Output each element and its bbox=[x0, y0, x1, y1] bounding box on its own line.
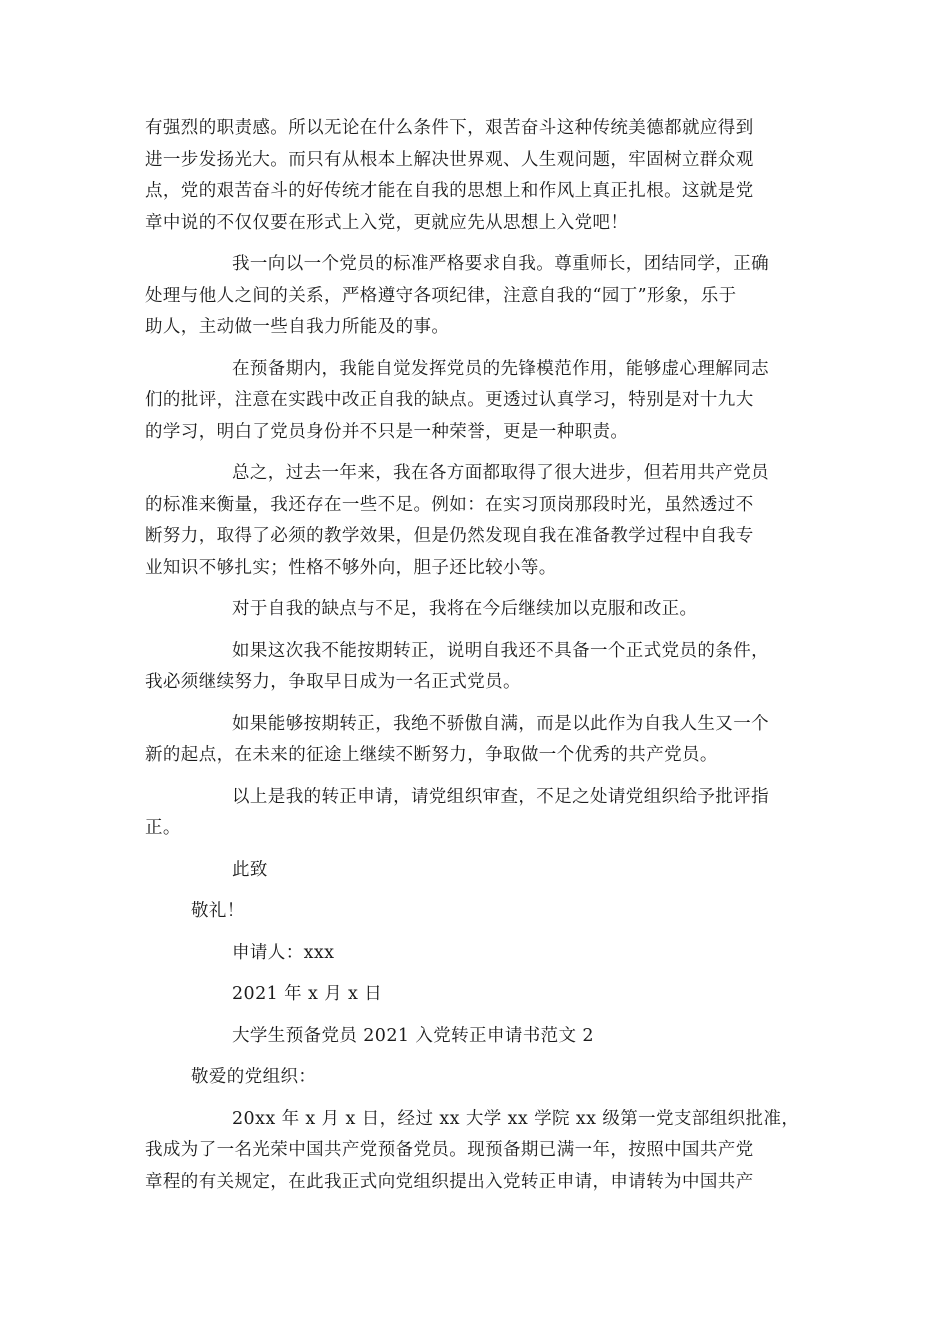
paragraph bbox=[145, 249, 807, 344]
text-line: 点，党的艰苦奋斗的好传统才能在自我的思想上和作风上真正扎根。这就是党 bbox=[145, 181, 754, 201]
paragraph bbox=[145, 354, 807, 449]
text-line: 20xx 年 x 月 x 日，经过 xx 大学 xx 学院 xx 级第一党支部组织批准， bbox=[232, 1108, 800, 1129]
paragraph bbox=[145, 458, 807, 584]
text-line: 章中说的不仅仅要在形式上入党，更就应先从思想上入党吧！ bbox=[145, 212, 629, 233]
text-line: 总之，过去一年来，我在各方面都取得了很大进步，但若用共产党员 bbox=[232, 463, 769, 483]
paragraph bbox=[145, 979, 807, 1011]
text-line: 助人，主动做一些自我力所能及的事。 bbox=[145, 317, 450, 337]
text-line: 们的批评，注意在实践中改正自我的缺点。更透过认真学习，特别是对十九大 bbox=[145, 390, 754, 410]
text-line: 章程的有关规定，在此我正式向党组织提出入党转正申请，申请转为中国共产 bbox=[145, 1171, 754, 1192]
text-line: 的学习，明白了党员身份并不只是一种荣誉，更是一种职责。 bbox=[145, 421, 629, 442]
text-line: 以上是我的转正申请，请党组织审查，不足之处请党组织给予批评指 bbox=[232, 786, 769, 807]
document-body bbox=[145, 113, 807, 1198]
paragraph bbox=[145, 1104, 807, 1199]
text-line: 我一向以一个党员的标准严格要求自我。尊重师长，团结同学，正确 bbox=[232, 254, 769, 274]
paragraph bbox=[145, 855, 807, 887]
text-line: 如果这次我不能按期转正，说明自我还不具备一个正式党员的条件， bbox=[232, 640, 769, 661]
text-line: 断努力，取得了必须的教学效果，但是仍然发现自我在准备教学过程中自我专 bbox=[145, 526, 754, 546]
text-line: 我成为了一名光荣中国共产党预备党员。现预备期已满一年，按照中国共产党 bbox=[145, 1140, 754, 1160]
text-line: 进一步发扬光大。而只有从根本上解决世界观、人生观问题，牢固树立群众观 bbox=[145, 149, 754, 170]
paragraph bbox=[145, 1021, 807, 1053]
text-line: 业知识不够扎实；性格不够外向，胆子还比较小等。 bbox=[145, 557, 557, 578]
text-line: 此致 bbox=[232, 859, 268, 880]
paragraph bbox=[145, 1062, 807, 1094]
text-line: 处理与他人之间的关系，严格遵守各项纪律，注意自我的“园丁”形象，乐于 bbox=[145, 285, 737, 306]
text-line: 申请人：xxx bbox=[232, 942, 335, 963]
paragraph bbox=[145, 113, 807, 239]
text-line: 敬爱的党组织： bbox=[191, 1067, 317, 1087]
text-line: 有强烈的职责感。所以无论在什么条件下，艰苦奋斗这种传统美德都就应得到 bbox=[145, 118, 754, 138]
text-line: 的标准来衡量，我还存在一些不足。例如：在实习顶岗那段时光，虽然透过不 bbox=[145, 494, 754, 515]
text-line: 正。 bbox=[145, 818, 181, 838]
paragraph bbox=[145, 709, 807, 772]
paragraph bbox=[145, 636, 807, 699]
text-line: 对于自我的缺点与不足，我将在今后继续加以克服和改正。 bbox=[232, 599, 698, 619]
paragraph bbox=[145, 594, 807, 626]
text-line: 大学生预备党员 2021 入党转正申请书范文 2 bbox=[232, 1025, 594, 1046]
paragraph bbox=[145, 896, 807, 928]
text-line: 我必须继续努力，争取早日成为一名正式党员。 bbox=[145, 672, 521, 692]
text-line: 新的起点，在未来的征途上继续不断努力，争取做一个优秀的共产党员。 bbox=[145, 745, 718, 765]
text-line: 敬礼！ bbox=[191, 901, 245, 921]
text-line: 如果能够按期转正，我绝不骄傲自满，而是以此作为自我人生又一个 bbox=[232, 713, 769, 734]
paragraph bbox=[145, 938, 807, 970]
paragraph bbox=[145, 782, 807, 845]
text-line: 在预备期内，我能自觉发挥党员的先锋模范作用，能够虚心理解同志 bbox=[232, 358, 769, 379]
text-line: 2021 年 x 月 x 日 bbox=[232, 984, 383, 1004]
